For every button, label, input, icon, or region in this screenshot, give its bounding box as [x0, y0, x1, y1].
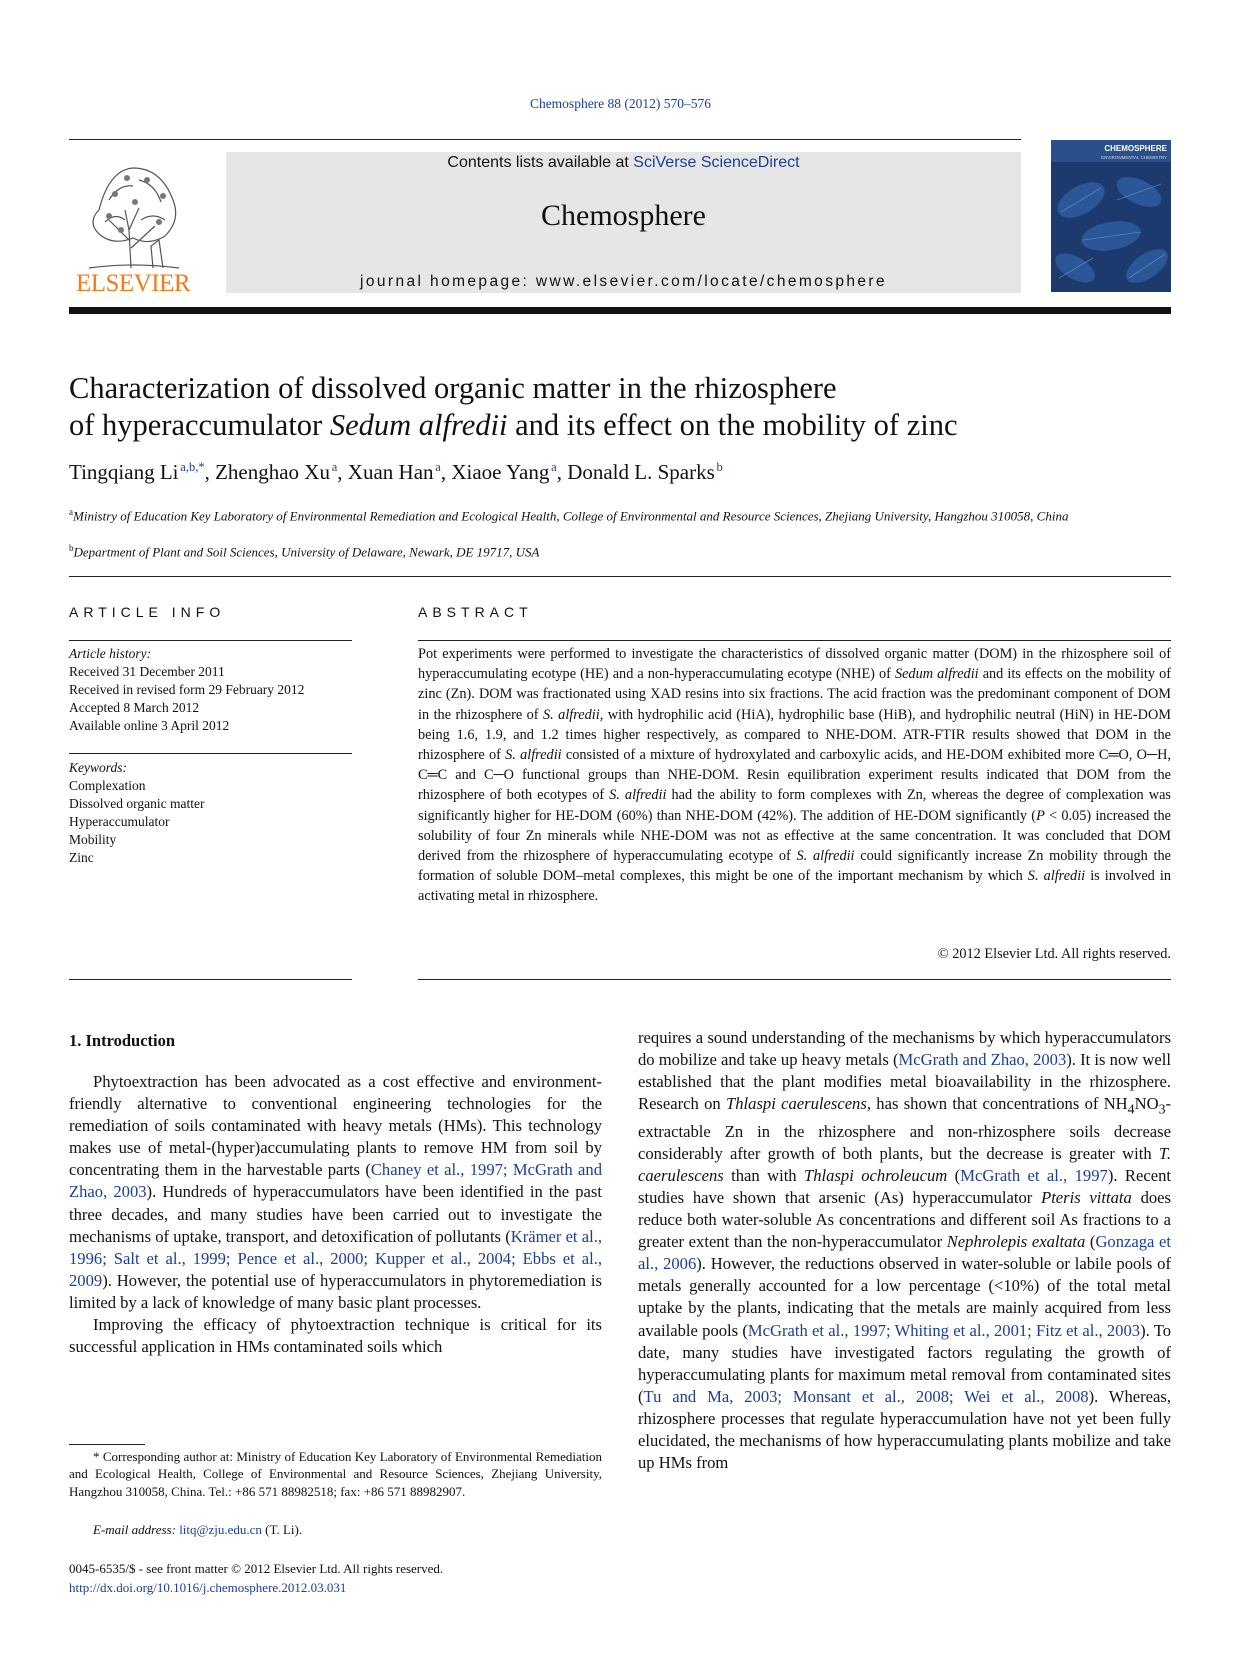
- author-name[interactable]: Xiaoe Yang: [451, 460, 550, 484]
- contents-prefix: Contents lists available at: [447, 154, 634, 171]
- history-label: Article history:: [69, 646, 152, 661]
- keyword: Complexation: [69, 778, 146, 793]
- body-column-left: [69, 1071, 602, 1358]
- body-column-right: [638, 1027, 1171, 1474]
- contents-line: [226, 154, 1021, 172]
- keyword: Hyperaccumulator: [69, 814, 170, 829]
- author-affiliation-mark[interactable]: a: [331, 460, 338, 474]
- copyright-notice: © 2012 Elsevier Ltd. All rights reserved.: [937, 946, 1171, 962]
- doi-link[interactable]: http://dx.doi.org/10.1016/j.chemosphere.2012.03.031: [69, 1580, 347, 1595]
- section-rule: [69, 576, 1171, 577]
- history-received: Received 31 December 2011: [69, 664, 225, 679]
- author-name[interactable]: Donald L. Sparks: [567, 460, 715, 484]
- citation-link[interactable]: McGrath et al., 1997: [960, 1165, 1108, 1185]
- info-rule: [69, 753, 352, 754]
- info-rule: [69, 640, 352, 641]
- paragraph: Phytoextraction has been advocated as a cost effective and environment-friendly alternative to conventional engineering technologies for the remediation of soils contaminated with heavy metals (HMs). This technology makes use of metal-(hyper)accumulating plants to remove HM from soil by concentrating them in the harvestable parts (Chaney et al., 1997; McGrath and Zhao, 2003). Hundreds of hyperaccumulators have been identified in the past three decades, and many studies have been carried out to investigate the mechanisms of uptake, transport, and detoxification of pollutants (Krämer et al., 1996; Salt et al., 1999; Pence et al., 2000; Kupper et al., 2004; Ebbs et al., 2009). However, the potential use of hyperaccumulators in phytoremediation is limited by a lack of knowledge of many basic plant processes.: [69, 1072, 602, 1312]
- author-affiliation-mark[interactable]: a: [551, 460, 557, 474]
- email-suffix: (T. Li).: [261, 1522, 303, 1537]
- info-rule: [69, 979, 352, 980]
- article-history: [69, 645, 352, 735]
- abstract-text: Pot experiments were performed to investigate the characteristics of dissolved organic matter (DOM) in the rhizosphere soil of hyperaccumulating ecotype (HE) and a non-hyperaccumulating ecotype (NHE) of Sedum alfredii and its effects on the mobility of zinc (Zn). DOM was fractionated using XAD resins into six fractions. The acid fraction was the predominant component of DOM in the rhizosphere of S. alfredii, with hydrophilic acid (HiA), hydrophilic base (HiB), and hydrophilic neutral (HiN) in HE-DOM being 1.6, 1.9, and 1.2 times higher respectively, as compared to NHE-DOM. ATR-FTIR results showed that DOM in the rhizosphere of S. alfredii consisted of a mixture of hydroxylated and carboxylic acids, and HE-DOM exhibited more C═O, O─H, C═C and C─O functional groups than NHE-DOM. Resin equilibration experiment results indicated that DOM from the rhizosphere of both ecotypes of S. alfredii had the ability to form complexes with Zn, whereas the degree of complexation was significantly higher for HE-DOM (60%) than NHE-DOM (42%). The addition of HE-DOM significantly (P < 0.05) increased the solubility of four Zn minerals while NHE-DOM was not as effective at the same concentration. It was concluded that DOM derived from the rhizosphere of hyperaccumulating ecotype of S. alfredii could significantly increase Zn mobility through the formation of soluble DOM–metal complexes, this might be one of the important mechanism by which S. alfredii is involved in activating metal in rhizosphere.: [418, 646, 1172, 905]
- author-name[interactable]: Xuan Han: [347, 460, 434, 484]
- affiliation-text: Ministry of Education Key Laboratory of Environmental Remediation and Ecological Health, College of Environmental and Resource Sciences, Zhejiang University, Hangzhou 310058, China: [73, 508, 1069, 524]
- section-heading-introduction: 1. Introduction: [69, 1031, 176, 1050]
- paragraph: Improving the efficacy of phytoextraction technique is critical for its successful application in HMs contaminated soils which: [69, 1315, 602, 1357]
- author-affiliation-mark[interactable]: b: [716, 460, 723, 474]
- front-matter-line: 0045-6535/$ - see front matter © 2012 Elsevier Ltd. All rights reserved.: [69, 1561, 444, 1576]
- history-online: Available online 3 April 2012: [69, 718, 230, 733]
- history-revised: Received in revised form 29 February 2012: [69, 682, 305, 697]
- affiliation-mark: b: [69, 543, 74, 553]
- author-affiliation-mark[interactable]: a: [435, 460, 441, 474]
- title-line-2: [69, 407, 1169, 444]
- citation-link[interactable]: Gonzaga et al., 2006: [638, 1232, 1171, 1274]
- article-info-heading: ARTICLE INFO: [69, 604, 226, 620]
- citation-link[interactable]: Tu and Ma, 2003; Monsant et al., 2008; Wei et al., 2008: [643, 1386, 1089, 1406]
- title-text: of hyperaccumulator: [69, 408, 330, 442]
- citation-link[interactable]: Chaney et al., 1997; McGrath and Zhao, 2003: [69, 1160, 602, 1202]
- title-text: and its effect on the mobility of zinc: [507, 408, 958, 442]
- affiliation-mark: a: [69, 507, 73, 517]
- elsevier-wordmark: ELSEVIER: [75, 270, 191, 297]
- cover-title: CHEMOSPHERE: [1104, 144, 1167, 153]
- cover-subtitle: ENVIRONMENTAL CHEMISTRY: [1101, 155, 1167, 160]
- title-species: Sedum alfredii: [329, 408, 508, 442]
- article-title: [69, 370, 1169, 444]
- affiliation-text: Department of Plant and Soil Sciences, University of Delaware, Newark, DE 19717, USA: [73, 544, 540, 560]
- email-link[interactable]: litq@zju.edu.cn: [179, 1522, 262, 1537]
- abstract-rule: [418, 979, 1171, 980]
- history-accepted: Accepted 8 March 2012: [69, 700, 200, 715]
- author-name[interactable]: Tingqiang Li: [69, 460, 179, 484]
- top-rule: [69, 139, 1021, 140]
- abstract-heading: ABSTRACT: [418, 604, 533, 620]
- author-affiliation-mark[interactable]: a,b,*: [180, 460, 205, 474]
- keyword: Zinc: [69, 850, 94, 865]
- keyword: Dissolved organic matter: [69, 796, 205, 811]
- title-line-1: Characterization of dissolved organic matter in the rhizosphere: [69, 371, 837, 405]
- affiliation-b: [69, 539, 1069, 561]
- author-name[interactable]: Zhenghao Xu: [215, 460, 330, 484]
- email-footnote: [69, 1522, 602, 1538]
- email-label: E-mail address:: [93, 1522, 180, 1537]
- paragraph: requires a sound understanding of the mechanisms by which hyperaccumulators do mobilize and take up heavy metals (McGrath and Zhao, 2003). It is now well established that the plant modifies metal bioavailability in the rhizosphere. Research on Thlaspi caerulescens, has shown that concentrations of $NH_4NO_3$-extractable Zn in the rhizosphere and non-rhizosphere soils decrease considerably after growth of both plants, but the decrease is greater with T. caerulescens than with Thlaspi ochroleucum (McGrath et al., 1997). Recent studies have shown that arsenic (As) hyperaccumulator Pteris vittata does reduce both water-soluble As concentrations and different soil As fractions to a greater extent than the non-hyperaccumulator Nephrolepis exaltata (Gonzaga et al., 2006). However, the reductions observed in water-soluble or labile pools of metals generally accounted for a low percentage (<10%) of the total metal uptake by the plants, indicating that the metals are mainly acquired from less available pools (McGrath et al., 1997; Whiting et al., 2001; Fitz et al., 2003). To date, many studies have investigated factors regulating the growth of hyperaccumulating plants for maximum metal removal from contaminated sites (Tu and Ma, 2003; Monsant et al., 2008; Wei et al., 2008). Whereas, rhizosphere processes that regulate hyperaccumulation have not yet been fully elucidated, the mechanisms of how hyperaccumulating plants mobilize and take up HMs from: [638, 1028, 1172, 1473]
- abstract-rule: [418, 640, 1171, 641]
- journal-homepage[interactable]: journal homepage: www.elsevier.com/locate/chemosphere: [360, 273, 887, 290]
- keyword: Mobility: [69, 832, 117, 847]
- footnote-rule: [69, 1444, 145, 1445]
- keywords-label: Keywords:: [69, 760, 127, 775]
- keywords: [69, 759, 352, 867]
- sciencedirect-link[interactable]: SciVerse ScienceDirect: [633, 154, 800, 171]
- header-thick-rule: [69, 307, 1171, 314]
- journal-cover-image: [1051, 140, 1171, 292]
- citation-link[interactable]: McGrath et al., 1997; Whiting et al., 2001; Fitz et al., 2003: [747, 1320, 1141, 1340]
- journal-title: Chemosphere: [541, 199, 706, 232]
- corresponding-author-footnote: * Corresponding author at: Ministry of Education Key Laboratory of Environmental Remediation and Ecological Health, College of Environmental and Resource Sciences, Zhejiang University, Hangzhou 310058, China. Tel.: +86 571 88982518; fax: +86 571 88982907.: [69, 1449, 602, 1499]
- author-list: Tingqiang Li $^{a,b,*}$, Zhenghao Xu $^a$, Xuan Han $^a$, Xiaoe Yang $^a$, Donald L. Sparks $^b$: [69, 460, 723, 484]
- citation-link[interactable]: McGrath and Zhao, 2003: [898, 1050, 1067, 1070]
- affiliation-a: [69, 503, 1069, 525]
- citation-link[interactable]: Krämer et al., 1996; Salt et al., 1999; Pence et al., 2000; Kupper et al., 2004; Ebbs et al., 2009: [69, 1226, 602, 1290]
- journal-reference-link[interactable]: Chemosphere 88 (2012) 570–576: [529, 96, 712, 111]
